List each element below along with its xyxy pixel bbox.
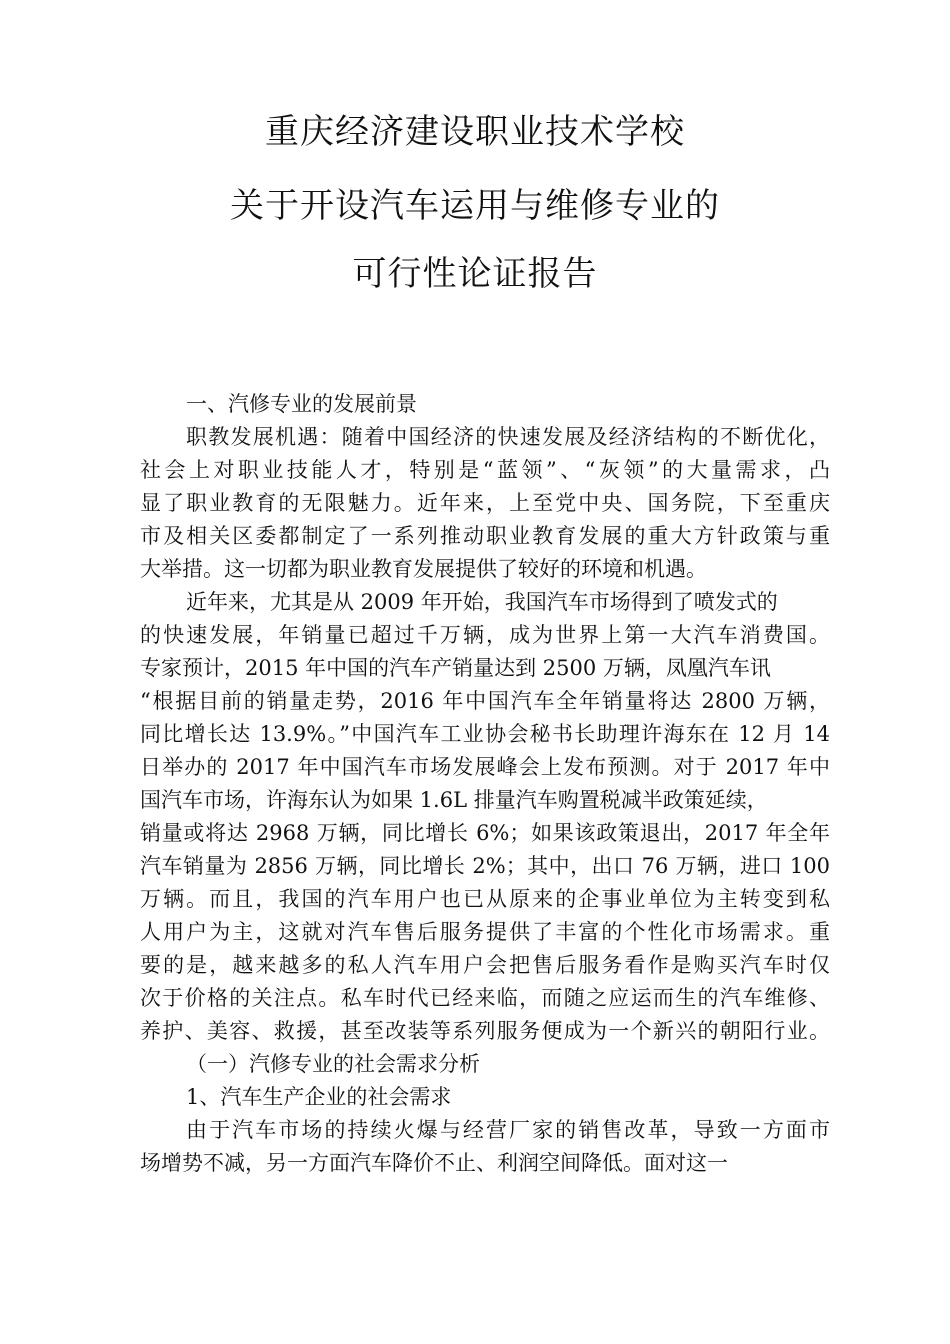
- title-line-3: 可行性论证报告: [352, 254, 598, 294]
- paragraph-line: 同比增长达 13.9%。”中国汽车工业协会秘书长助理许海东在 12 月 14: [140, 722, 830, 746]
- paragraph-line: 市及相关区委都制定了一系列推动职业教育发展的重大方针政策与重: [140, 524, 830, 548]
- paragraph-line: 场增势不减，另一方面汽车降价不止、利润空间降低。面对这一: [140, 1151, 728, 1175]
- paragraph-line: 人用户为主，这就对汽车售后服务提供了丰富的个性化市场需求。重: [140, 920, 830, 944]
- paragraph-line: 次于价格的关注点。私车时代已经来临，而随之应运而生的汽车维修、: [140, 986, 830, 1010]
- paragraph-line: 由于汽车市场的持续火爆与经营厂家的销售改革，导致一方面市: [186, 1118, 830, 1142]
- paragraph-line: 专家预计，2015 年中国的汽车产销量达到 2500 万辆，凤凰汽车讯: [140, 656, 771, 680]
- paragraph-line: 社会上对职业技能人才，特别是“蓝领”、“灰领”的大量需求，凸: [140, 458, 830, 482]
- paragraph-line: 要的是，越来越多的私人汽车用户会把售后服务看作是购买汽车时仅: [140, 953, 830, 977]
- paragraph-line: “根据目前的销量走势，2016 年中国汽车全年销量将达 2800 万辆，: [140, 689, 830, 713]
- title-line-1: 重庆经济建设职业技术学校: [265, 112, 685, 152]
- subsection-heading: （一）汽修专业的社会需求分析: [186, 1052, 480, 1076]
- paragraph-line: 日举办的 2017 年中国汽车市场发展峰会上发布预测。对于 2017 年中: [140, 755, 830, 779]
- paragraph-line: 国汽车市场，许海东认为如果 1.6L 排量汽车购置税减半政策延续，: [140, 788, 768, 812]
- paragraph-line: 汽车销量为 2856 万辆，同比增长 2%；其中，出口 76 万辆，进口 100: [140, 854, 830, 878]
- paragraph-line: 的快速发展，年销量已超过千万辆，成为世界上第一大汽车消费国。: [140, 623, 830, 647]
- paragraph-line: 显了职业教育的无限魅力。近年来，上至党中央、国务院，下至重庆: [140, 491, 830, 515]
- section-heading: 一、汽修专业的发展前景: [186, 392, 417, 416]
- title-line-2: 关于开设汽车运用与维修专业的: [230, 186, 720, 226]
- paragraph-line: 万辆。而且，我国的汽车用户也已从原来的企事业单位为主转变到私: [140, 887, 830, 911]
- paragraph-line: 销量或将达 2968 万辆，同比增长 6%；如果该政策退出，2017 年全年: [140, 821, 830, 845]
- paragraph-line: 大举措。这一切都为职业教育发展提供了较好的环境和机遇。: [140, 557, 707, 581]
- paragraph-line: 职教发展机遇：随着中国经济的快速发展及经济结构的不断优化，: [186, 425, 830, 449]
- paragraph-line: 近年来，尤其是从 2009 年开始，我国汽车市场得到了喷发式的: [186, 590, 778, 614]
- paragraph-line: 养护、美容、救援，甚至改装等系列服务便成为一个新兴的朝阳行业。: [140, 1019, 830, 1043]
- subsection-heading: 1、汽车生产企业的社会需求: [186, 1085, 452, 1109]
